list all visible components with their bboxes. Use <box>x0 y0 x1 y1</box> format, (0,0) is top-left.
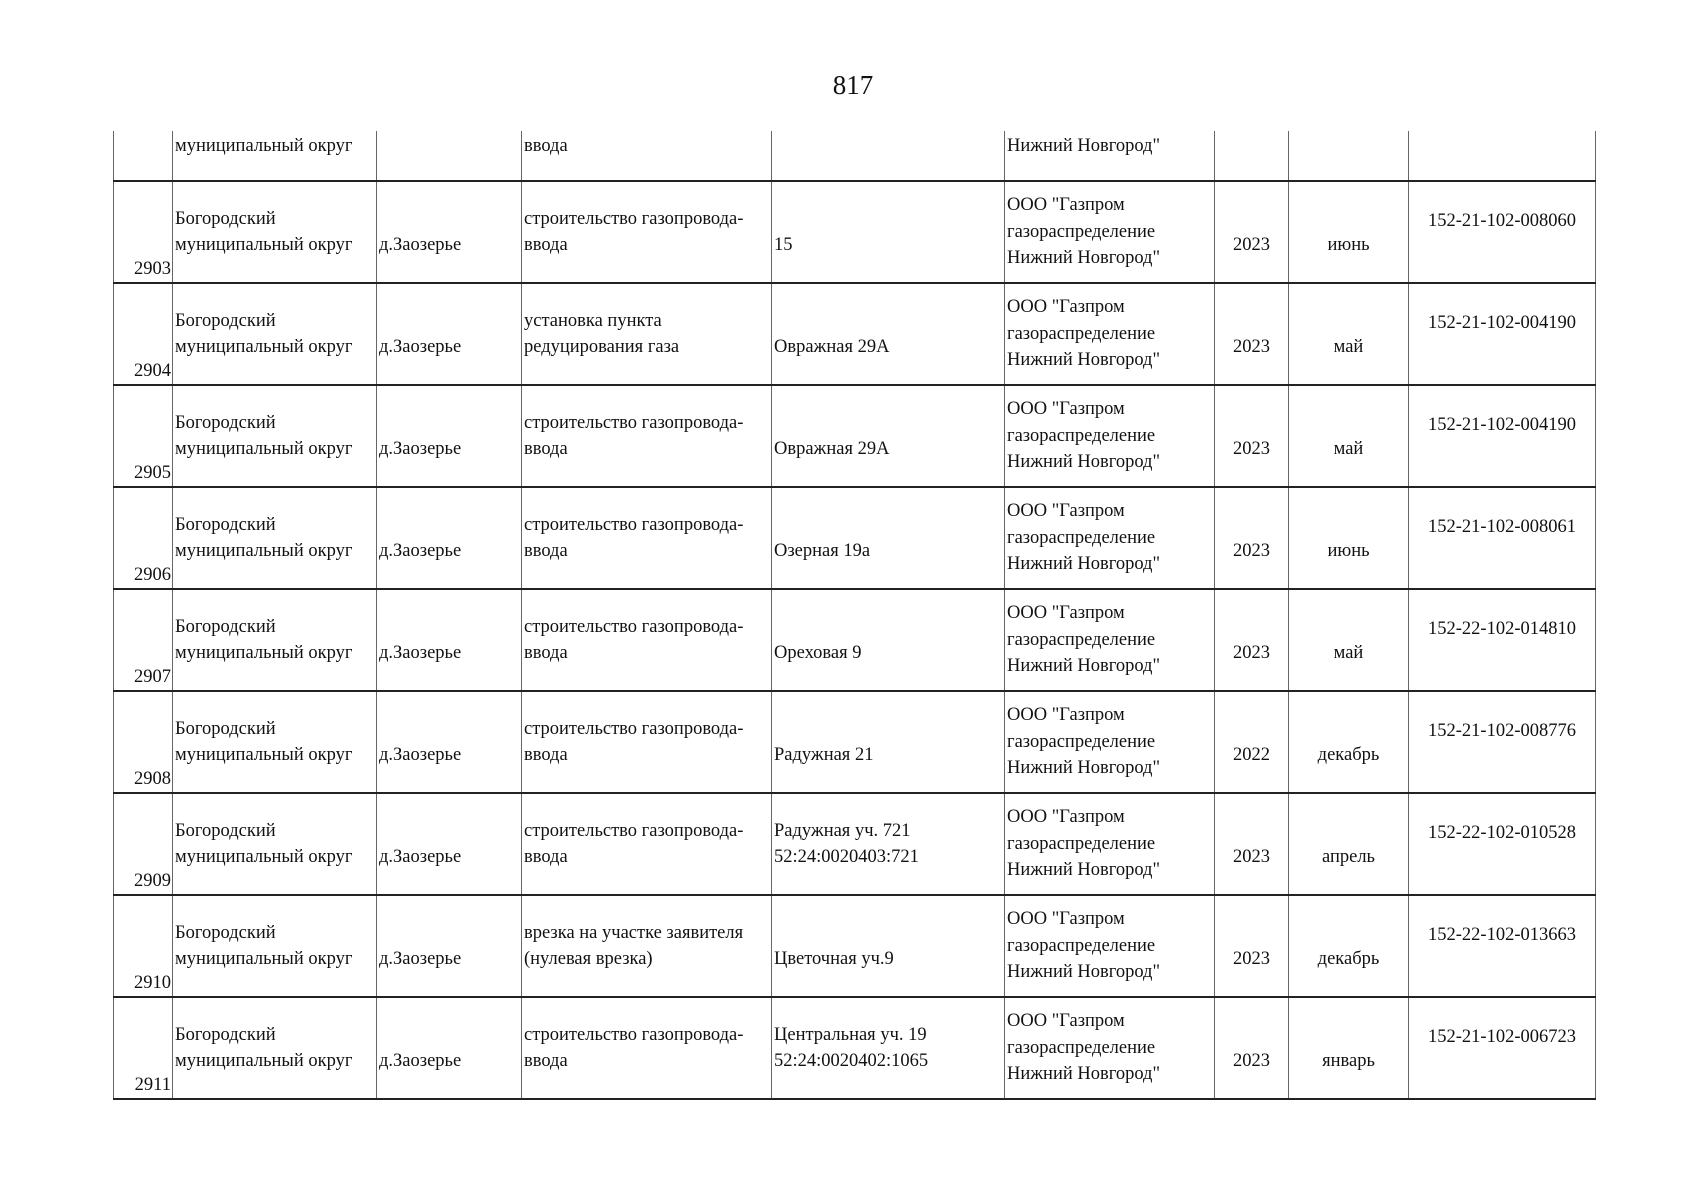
row-number-cell <box>114 895 173 997</box>
org-cell-line: Нижний Новгород" <box>1007 554 1161 575</box>
district-cell-line: муниципальный округ <box>175 337 353 357</box>
code-cell-line: 152-22-102-013663 <box>1428 925 1576 945</box>
org-cell-line: ООО "Газпром <box>1007 297 1125 318</box>
settlement-cell <box>377 691 522 793</box>
row-number-cell-line: 2908 <box>134 768 171 789</box>
table-row <box>114 181 1596 283</box>
work-cell-line: ввода <box>524 235 568 255</box>
table-row <box>114 793 1596 895</box>
work-cell-line: ввода <box>524 847 568 867</box>
row-number-cell-line: 2906 <box>134 564 171 585</box>
settlement-cell <box>377 895 522 997</box>
address-cell <box>772 385 1005 487</box>
org-cell <box>1005 895 1215 997</box>
district-cell <box>173 691 377 793</box>
org-cell-line: Нижний Новгород" <box>1007 350 1161 371</box>
settlement-cell-line: д.Заозерье <box>379 540 462 561</box>
year-cell-line: 2023 <box>1233 642 1270 663</box>
settlement-cell <box>377 385 522 487</box>
address-cell <box>772 589 1005 691</box>
row-number-cell-line: 2905 <box>134 462 171 483</box>
work-cell-line: строительство газопровода- <box>524 514 744 535</box>
month-cell <box>1289 283 1409 385</box>
table-row <box>114 385 1596 487</box>
district-cell-line: Богородский <box>175 208 276 229</box>
work-cell-line: строительство газопровода- <box>524 208 744 229</box>
month-cell <box>1289 181 1409 283</box>
month-cell <box>1289 793 1409 895</box>
district-cell <box>173 895 377 997</box>
settlement-cell <box>377 793 522 895</box>
address-cell-line: 52:24:0020403:721 <box>774 847 919 867</box>
row-number-cell-line: 2904 <box>134 360 171 381</box>
org-cell-line: Нижний Новгород" <box>1007 452 1161 473</box>
month-cell-line: декабрь <box>1317 948 1380 969</box>
district-cell <box>173 181 377 283</box>
work-cell <box>522 181 772 283</box>
district-cell-line: муниципальный округ <box>175 949 353 969</box>
table-row <box>114 895 1596 997</box>
district-cell-line: Богородский <box>175 616 276 637</box>
org-cell <box>1005 691 1215 793</box>
org-cell <box>1005 997 1215 1099</box>
month-cell <box>1289 895 1409 997</box>
code-cell <box>1409 589 1596 691</box>
month-cell-line: январь <box>1322 1050 1375 1071</box>
year-cell-line: 2023 <box>1233 336 1270 357</box>
settlement-cell-line: д.Заозерье <box>379 948 462 969</box>
year-cell-line: 2023 <box>1233 948 1270 969</box>
gas-works-table <box>113 131 1596 1100</box>
year-cell <box>1215 181 1289 283</box>
month-cell <box>1289 589 1409 691</box>
month-cell <box>1289 997 1409 1099</box>
row-number-cell <box>114 181 173 283</box>
work-cell-line: ввода <box>524 745 568 765</box>
work-cell-line: (нулевая врезка) <box>524 949 653 969</box>
code-cell <box>1409 895 1596 997</box>
district-cell <box>173 793 377 895</box>
district-cell-line: муниципальный округ <box>175 847 353 867</box>
table-row <box>114 487 1596 589</box>
address-cell <box>772 283 1005 385</box>
district-cell-line: Богородский <box>175 310 276 331</box>
year-cell <box>1215 283 1289 385</box>
table-row <box>114 589 1596 691</box>
month-cell <box>1289 487 1409 589</box>
district-cell-line: Богородский <box>175 514 276 535</box>
org-cell-line: ООО "Газпром <box>1007 705 1125 726</box>
work-cell-line: строительство газопровода- <box>524 1024 744 1045</box>
settlement-cell <box>377 589 522 691</box>
district-cell-line: муниципальный округ <box>175 541 353 561</box>
month-cell-line: апрель <box>1322 846 1375 867</box>
district-cell <box>173 283 377 385</box>
org-cell-line: Нижний Новгород" <box>1007 962 1161 983</box>
org-cell <box>1005 487 1215 589</box>
table-row <box>114 997 1596 1099</box>
row-number-cell-line: 2910 <box>134 972 171 993</box>
month-cell-line: май <box>1333 438 1364 459</box>
month-cell-line: май <box>1333 336 1364 357</box>
address-cell-line: Овражная 29А <box>774 438 890 459</box>
year-cell <box>1215 997 1289 1099</box>
row-number-cell <box>114 691 173 793</box>
address-cell-line: Центральная уч. 19 <box>774 1024 927 1045</box>
work-cell <box>522 997 772 1099</box>
org-cell <box>1005 589 1215 691</box>
row-number-cell-line: 2903 <box>134 258 171 279</box>
org-cell-line: газораспределение <box>1007 221 1156 242</box>
district-cell-line: Богородский <box>175 718 276 739</box>
work-cell-line: ввода <box>524 1051 568 1071</box>
table-row-continued <box>114 131 1596 181</box>
work-cell-line: врезка на участке заявителя <box>524 922 744 943</box>
org-cell-line: Нижний Новгород" <box>1007 248 1161 269</box>
month-cell <box>1289 385 1409 487</box>
work-cell-line: редуцирования газа <box>524 337 680 357</box>
org-cell-line: ООО "Газпром <box>1007 909 1125 930</box>
row-number-cell <box>114 589 173 691</box>
district-cell-line: Богородский <box>175 412 276 433</box>
code-cell-line: 152-21-102-004190 <box>1428 415 1576 435</box>
settlement-cell-line: д.Заозерье <box>379 438 462 459</box>
district-cell-line: муниципальный округ <box>175 1051 353 1071</box>
settlement-cell <box>377 181 522 283</box>
address-cell <box>772 487 1005 589</box>
year-cell-line: 2023 <box>1233 1050 1270 1071</box>
address-cell-line: Радужная 21 <box>774 744 874 765</box>
work-cell <box>522 793 772 895</box>
org-cell <box>1005 793 1215 895</box>
work-cell-line: ввода <box>524 541 568 561</box>
month-cell-line: июнь <box>1327 540 1370 561</box>
work-cell <box>522 385 772 487</box>
year-cell <box>1215 589 1289 691</box>
table-row <box>114 691 1596 793</box>
month-cell-line: май <box>1333 642 1364 663</box>
org-cell-line: Нижний Новгород" <box>1007 758 1161 779</box>
address-cell-line: Ореховая 9 <box>774 642 862 663</box>
org-cell-line: Нижний Новгород" <box>1007 860 1161 881</box>
district-cell-line: Богородский <box>175 820 276 841</box>
org-cell-line: газораспределение <box>1007 1037 1156 1058</box>
year-cell <box>1215 487 1289 589</box>
work-cell-line: строительство газопровода- <box>524 820 744 841</box>
org-cell <box>1005 385 1215 487</box>
settlement-cell-line: д.Заозерье <box>379 336 462 357</box>
code-cell-line: 152-21-102-008776 <box>1428 721 1576 741</box>
org-cell-line: Нижний Новгород" <box>1007 656 1161 677</box>
address-cell <box>772 793 1005 895</box>
district-cell <box>173 487 377 589</box>
year-cell <box>1215 793 1289 895</box>
settlement-cell <box>377 997 522 1099</box>
address-cell-line: Озерная 19а <box>774 540 871 561</box>
address-cell-line: 15 <box>774 234 793 255</box>
district-cell-line: муниципальный округ <box>175 643 353 663</box>
work-cell-line: строительство газопровода- <box>524 412 744 433</box>
district-cell <box>173 385 377 487</box>
work-cell <box>522 487 772 589</box>
work-cell <box>522 895 772 997</box>
address-cell <box>772 997 1005 1099</box>
code-cell-line: 152-21-102-006723 <box>1428 1027 1576 1047</box>
month-cell <box>1289 691 1409 793</box>
address-cell <box>772 691 1005 793</box>
code-cell <box>1409 793 1596 895</box>
year-cell-line: 2023 <box>1233 234 1270 255</box>
org-cell-line: газораспределение <box>1007 527 1156 548</box>
table-row <box>114 283 1596 385</box>
work-cell-line: строительство газопровода- <box>524 616 744 637</box>
year-cell-line: 2023 <box>1233 846 1270 867</box>
row-number-cell <box>114 385 173 487</box>
code-cell-line: 152-21-102-004190 <box>1428 313 1576 333</box>
district-cell-line: муниципальный округ <box>175 745 353 765</box>
settlement-cell <box>377 487 522 589</box>
address-cell-line: Цветочная уч.9 <box>774 948 894 969</box>
org-cell: Нижний Новгород" <box>1005 131 1215 181</box>
org-cell-line: ООО "Газпром <box>1007 399 1125 420</box>
org-cell-line: газораспределение <box>1007 629 1156 650</box>
row-number-cell <box>114 283 173 385</box>
row-number-cell-line: 2909 <box>134 870 171 891</box>
district-cell <box>173 589 377 691</box>
year-cell <box>1215 385 1289 487</box>
work-cell-line: ввода <box>524 439 568 459</box>
work-cell-line: установка пункта <box>524 310 662 331</box>
district-cell-line: Богородский <box>175 922 276 943</box>
year-cell-line: 2022 <box>1233 744 1270 765</box>
org-cell-line: газораспределение <box>1007 833 1156 854</box>
work-cell-line: ввода <box>524 643 568 663</box>
work-cell <box>522 589 772 691</box>
settlement-cell <box>377 283 522 385</box>
district-cell <box>173 997 377 1099</box>
code-cell-line: 152-22-102-010528 <box>1428 823 1576 843</box>
district-cell-line: Богородский <box>175 1024 276 1045</box>
org-cell-line: ООО "Газпром <box>1007 501 1125 522</box>
code-cell <box>1409 487 1596 589</box>
work-cell: ввода <box>522 131 772 181</box>
address-cell <box>772 181 1005 283</box>
code-cell <box>1409 691 1596 793</box>
code-cell <box>1409 997 1596 1099</box>
work-cell-line: строительство газопровода- <box>524 718 744 739</box>
code-cell <box>1409 181 1596 283</box>
district-cell-line: муниципальный округ <box>175 439 353 459</box>
settlement-cell-line: д.Заозерье <box>379 234 462 255</box>
settlement-cell-line: д.Заозерье <box>379 642 462 663</box>
settlement-cell-line: д.Заозерье <box>379 744 462 765</box>
org-cell-line: ООО "Газпром <box>1007 603 1125 624</box>
code-cell <box>1409 283 1596 385</box>
code-cell-line: 152-22-102-014810 <box>1428 619 1576 639</box>
org-cell <box>1005 283 1215 385</box>
org-cell-line: газораспределение <box>1007 731 1156 752</box>
year-cell <box>1215 895 1289 997</box>
address-cell <box>772 895 1005 997</box>
org-cell-line: газораспределение <box>1007 323 1156 344</box>
month-cell-line: декабрь <box>1317 744 1380 765</box>
code-cell-line: 152-21-102-008061 <box>1428 517 1576 537</box>
org-cell-line: газораспределение <box>1007 425 1156 446</box>
row-number-cell <box>114 793 173 895</box>
district-cell: муниципальный округ <box>173 131 377 181</box>
org-cell-line: ООО "Газпром <box>1007 807 1125 828</box>
work-cell <box>522 691 772 793</box>
row-number-cell-line: 2907 <box>134 666 171 687</box>
code-cell-line: 152-21-102-008060 <box>1428 211 1576 231</box>
org-cell-line: газораспределение <box>1007 935 1156 956</box>
month-cell-line: июнь <box>1327 234 1370 255</box>
row-number-cell <box>114 997 173 1099</box>
org-cell-line: ООО "Газпром <box>1007 1011 1125 1032</box>
year-cell-line: 2023 <box>1233 540 1270 561</box>
district-cell-line: муниципальный округ <box>175 235 353 255</box>
address-cell-line: Овражная 29А <box>774 336 890 357</box>
code-cell <box>1409 385 1596 487</box>
address-cell-line: 52:24:0020402:1065 <box>774 1051 929 1071</box>
org-cell <box>1005 181 1215 283</box>
year-cell <box>1215 691 1289 793</box>
year-cell-line: 2023 <box>1233 438 1270 459</box>
address-cell-line: Радужная уч. 721 <box>774 820 911 841</box>
row-number-cell-line: 2911 <box>134 1074 171 1095</box>
row-number-cell <box>114 487 173 589</box>
settlement-cell-line: д.Заозерье <box>379 1050 462 1071</box>
org-cell-line: Нижний Новгород" <box>1007 1064 1161 1085</box>
page-number: 817 <box>832 70 874 100</box>
org-cell-line: ООО "Газпром <box>1007 195 1125 216</box>
settlement-cell-line: д.Заозерье <box>379 846 462 867</box>
work-cell <box>522 283 772 385</box>
